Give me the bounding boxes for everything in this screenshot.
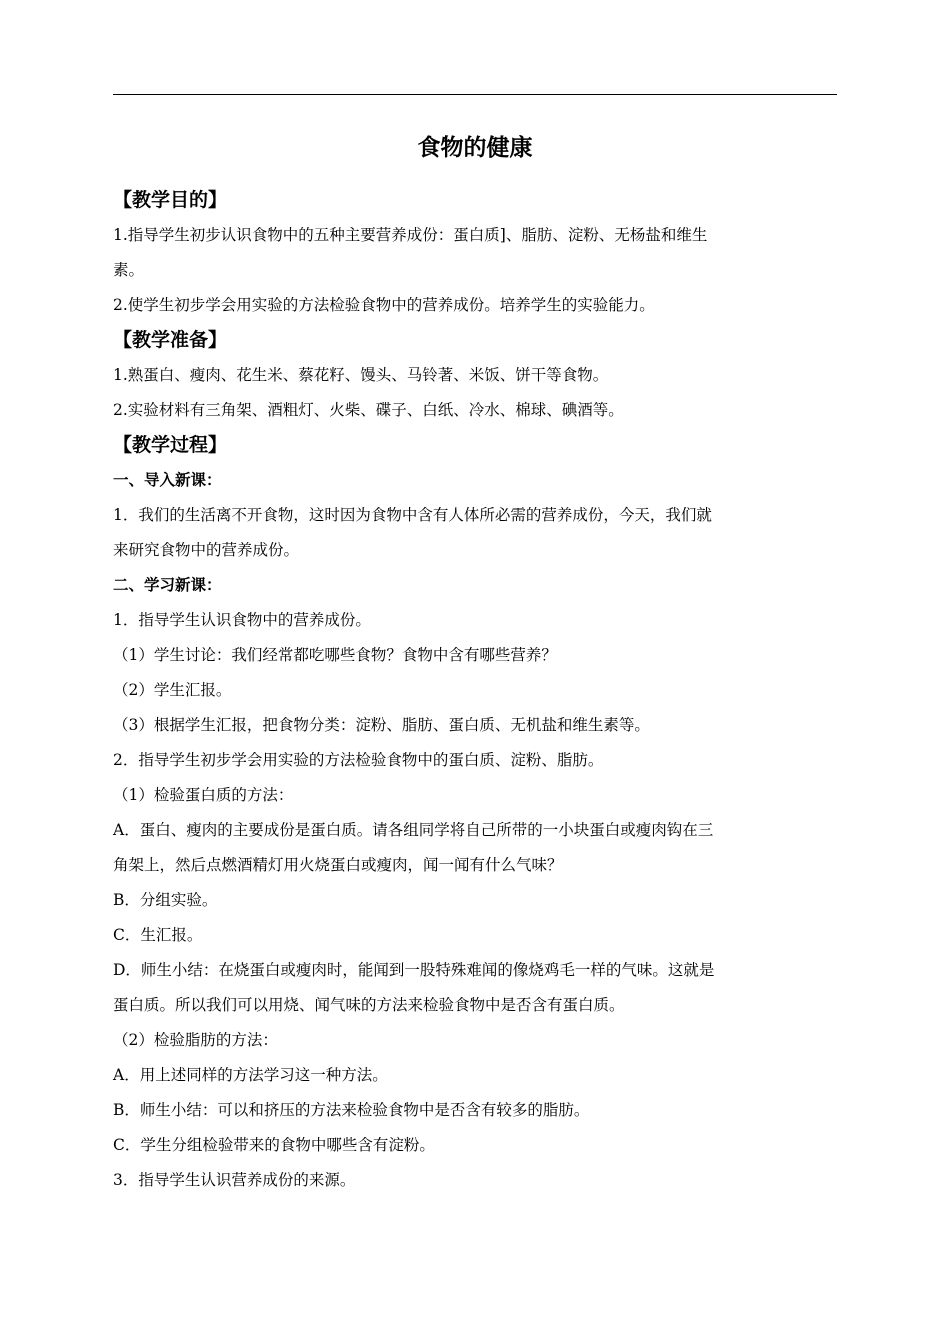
paragraph [113,1093,837,1128]
header-rule [113,94,837,95]
text-line: C．生汇报。 [113,926,203,944]
paragraph [113,638,837,673]
text-line: B．师生小结：可以和挤压的方法来检验食物中是否含有较多的脂肪。 [113,1101,590,1119]
section-heading-preparation: 【教学准备】 [113,329,228,351]
text-line: A．用上述同样的方法学习这一种方法。 [113,1066,388,1084]
text-line: 来研究食物中的营养成份。 [113,541,300,559]
paragraph [113,813,837,883]
document-body [113,183,837,1198]
text-line: （3）根据学生汇报，把食物分类：淀粉、脂肪、蛋白质、无机盐和维生素等。 [113,716,650,734]
paragraph [113,498,837,568]
paragraph [113,673,837,708]
text-line: A．蛋白、瘦肉的主要成份是蛋白质。请各组同学将自己所带的一小块蛋白或瘦肉钩在三 [113,821,714,839]
text-line: 2.实验材料有三角架、酒粗灯、火柴、碟子、白纸、冷水、棉球、碘酒等。 [113,401,624,419]
paragraph [113,953,837,1023]
text-line: 1．指导学生认识食物中的营养成份。 [113,611,371,629]
paragraph [113,778,837,813]
text-line: 素。 [113,261,145,279]
section-heading-objectives: 【教学目的】 [113,189,228,211]
section-heading-process: 【教学过程】 [113,434,228,456]
paragraph [113,393,837,428]
text-line: C．学生分组检验带来的食物中哪些含有淀粉。 [113,1136,435,1154]
paragraph [113,1058,837,1093]
text-line: （1）检验蛋白质的方法： [113,786,294,804]
text-line: （2）检验脂肪的方法： [113,1031,278,1049]
text-line: 2.使学生初步学会用实验的方法检验食物中的营养成份。培养学生的实验能力。 [113,296,655,314]
subsection-heading-new-lesson: 二、学习新课： [113,576,222,594]
paragraph [113,1128,837,1163]
paragraph [113,1163,837,1198]
text-line: 蛋白质。所以我们可以用烧、闻气味的方法来检验食物中是否含有蛋白质。 [113,996,625,1014]
text-line: （2）学生汇报。 [113,681,232,699]
text-line: （1）学生讨论：我们经常都吃哪些食物？食物中含有哪些营养？ [113,646,557,664]
paragraph [113,603,837,638]
text-line: 角架上，然后点燃酒精灯用火烧蛋白或瘦肉，闻一闻有什么气味？ [113,856,563,874]
paragraph [113,358,837,393]
paragraph [113,883,837,918]
text-line: B．分组实验。 [113,891,218,909]
text-line: 1.熟蛋白、瘦肉、花生米、蔡花籽、馒头、马铃著、米饭、饼干等食物。 [113,366,609,384]
text-line: 1.指导学生初步认识食物中的五种主要营养成份：蛋白质]、脂肪、淀粉、无杨盐和维生 [113,226,708,244]
paragraph [113,708,837,743]
paragraph [113,288,837,323]
text-line: 2．指导学生初步学会用实验的方法检验食物中的蛋白质、淀粉、脂肪。 [113,751,604,769]
page-title: 食物的健康 [417,135,533,161]
text-line: 1．我们的生活离不开食物，这时因为食物中含有人体所必需的营养成份，今天，我们就 [113,506,712,524]
paragraph [113,218,837,288]
paragraph [113,743,837,778]
text-line: D．师生小结：在烧蛋白或瘦肉时，能闻到一股特殊难闻的像烧鸡毛一样的气味。这就是 [113,961,715,979]
subsection-heading-intro: 一、导入新课： [113,471,222,489]
paragraph [113,918,837,953]
text-line: 3．指导学生认识营养成份的来源。 [113,1171,356,1189]
paragraph [113,1023,837,1058]
